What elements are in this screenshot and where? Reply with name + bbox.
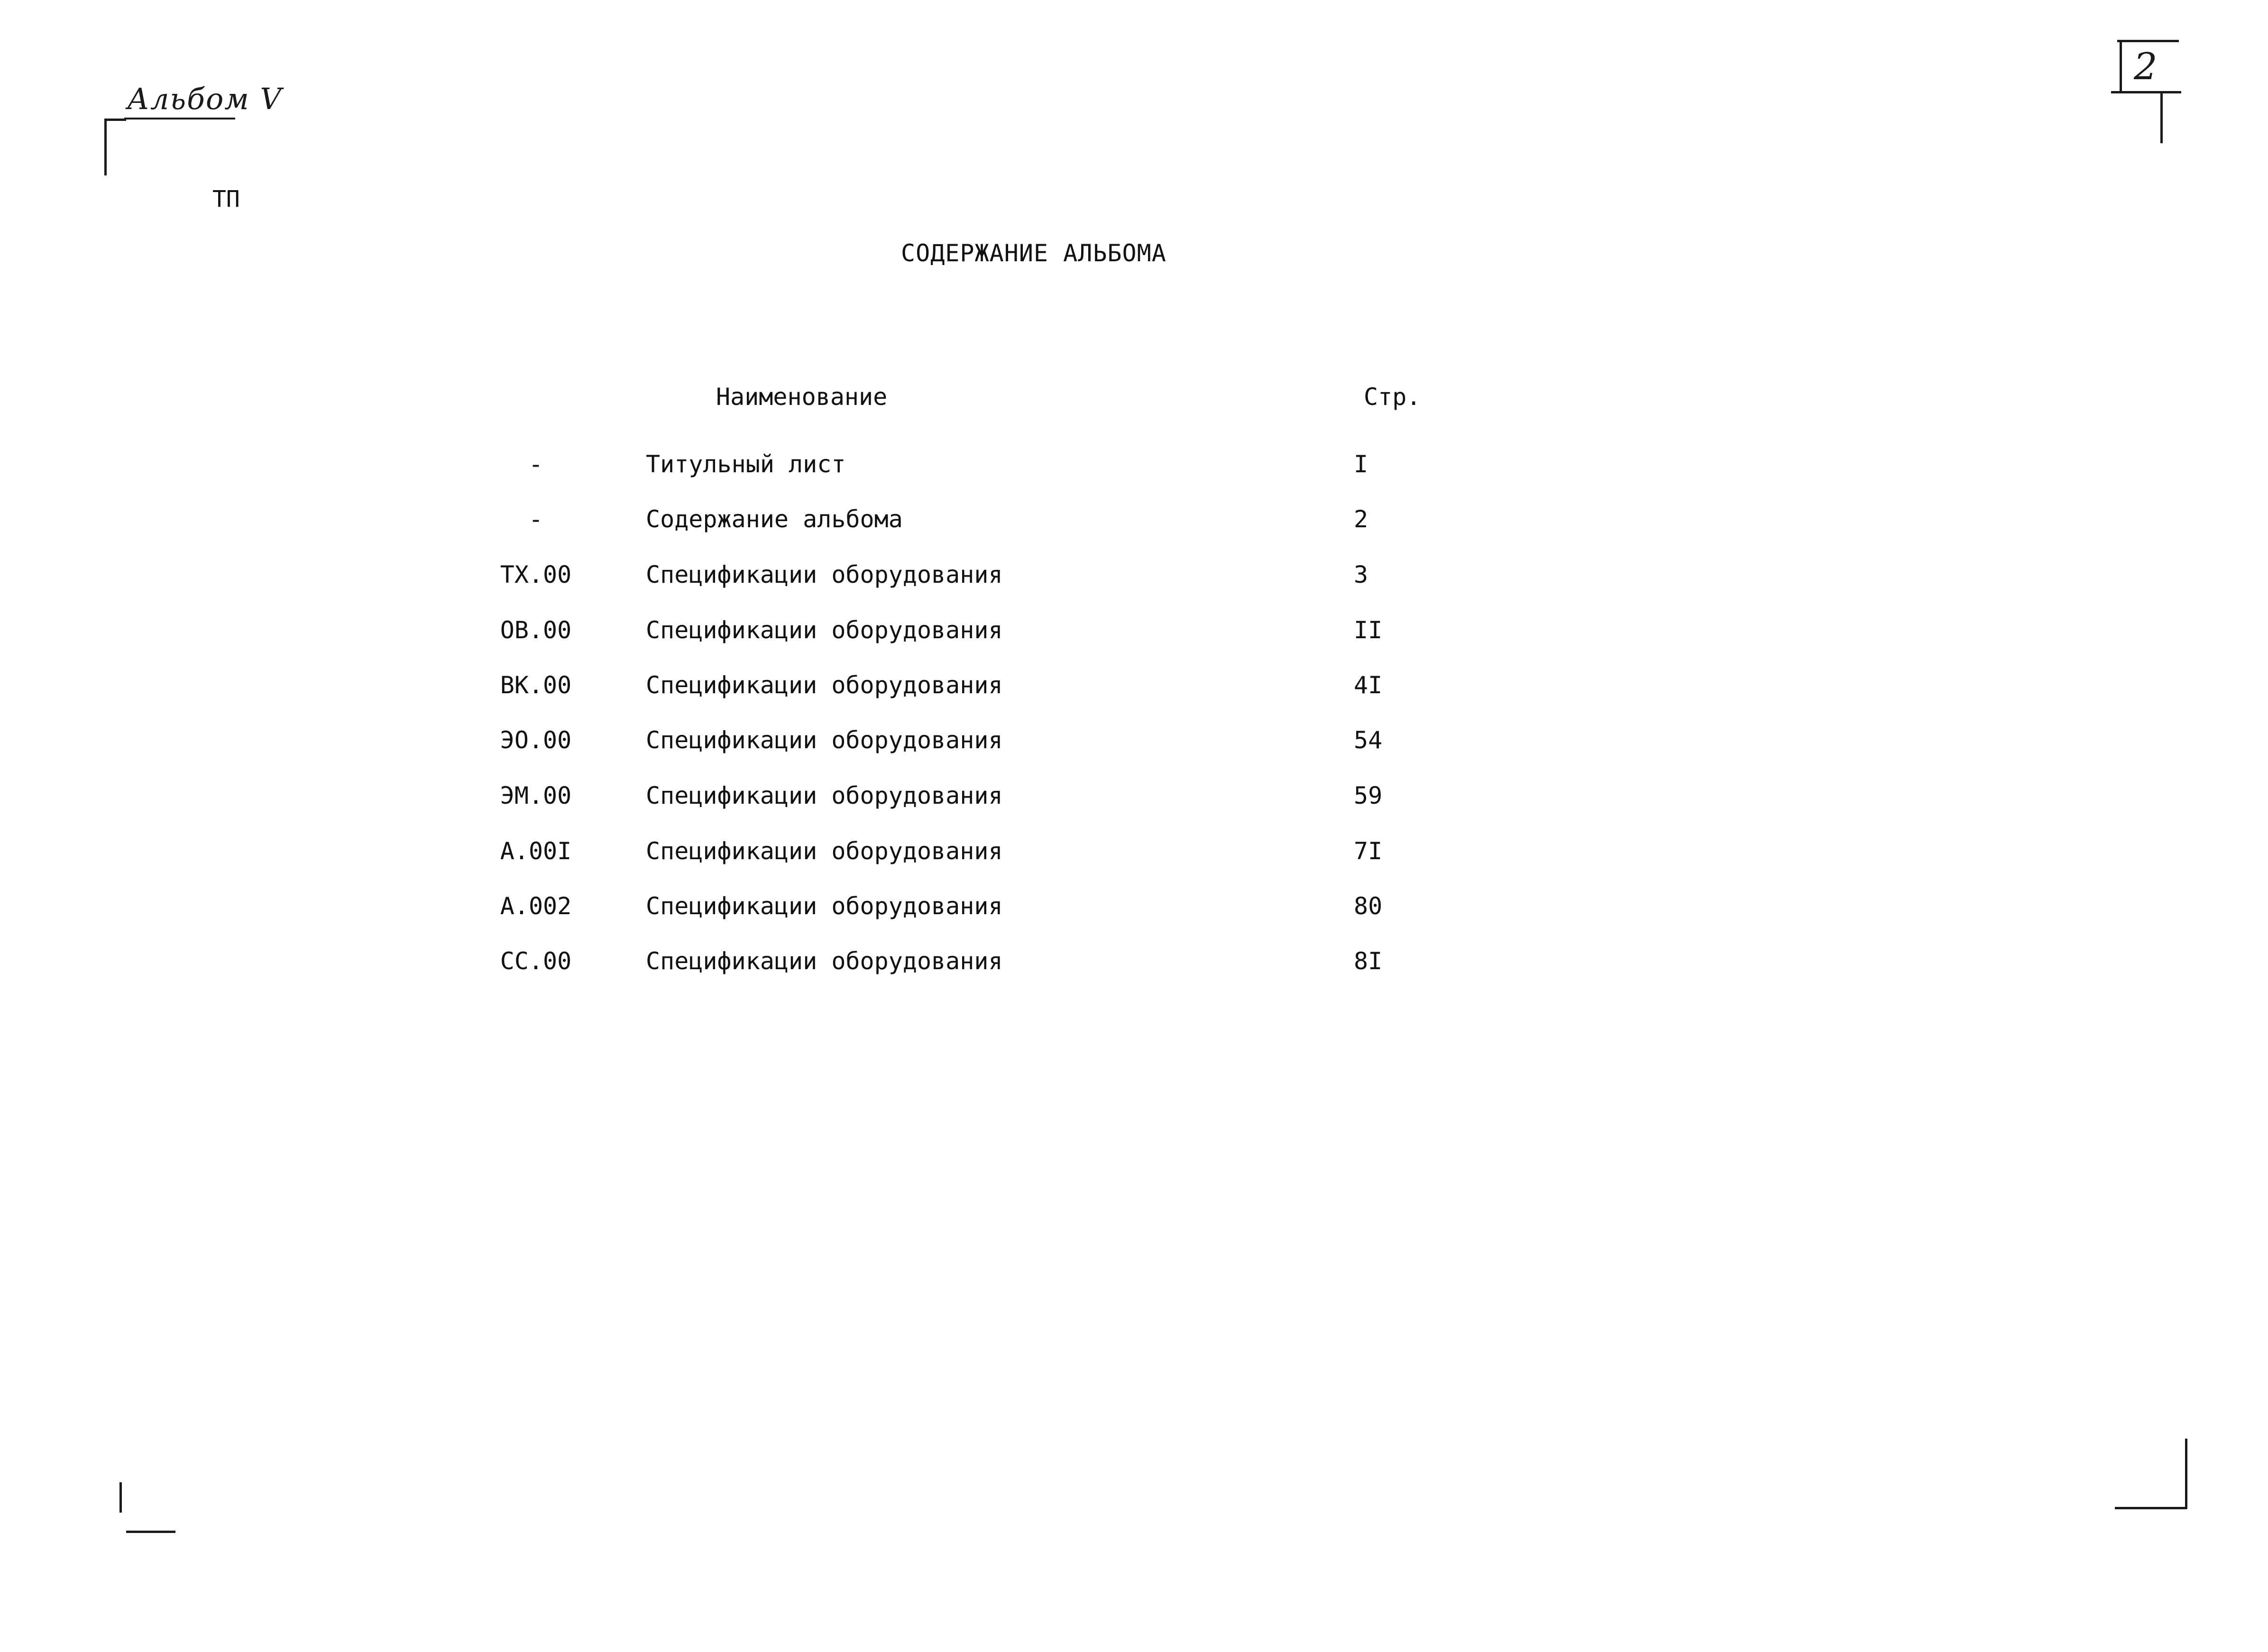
column-header-name: Наименование xyxy=(716,383,888,411)
row-name: Спецификации оборудования xyxy=(646,671,1003,699)
page-number: 2 xyxy=(2134,46,2158,88)
row-name: Спецификации оборудования xyxy=(646,892,1003,920)
corner-mark-bottom-right-vertical xyxy=(2185,1439,2187,1509)
row-page: 3 xyxy=(1354,561,1368,588)
row-name: Содержание альбома xyxy=(646,505,903,533)
page-frame-stem xyxy=(2160,91,2163,143)
table-row xyxy=(0,782,2268,820)
row-code: - xyxy=(528,450,543,478)
album-label: Альбом V xyxy=(127,82,283,116)
table-row xyxy=(0,947,2268,985)
corner-mark-bottom-left-vertical xyxy=(119,1482,122,1513)
row-code: А.002 xyxy=(500,892,572,920)
row-code: ОВ.00 xyxy=(500,616,572,644)
album-underline xyxy=(124,118,235,119)
row-code: - xyxy=(528,505,543,533)
corner-mark-top-left-vertical xyxy=(104,119,107,175)
page-title: СОДЕРЖАНИЕ АЛЬБОМА xyxy=(901,239,1166,267)
row-code: СС.00 xyxy=(500,947,572,975)
table-row xyxy=(0,450,2268,488)
document-code: ТП xyxy=(212,186,240,212)
page-frame-bottom-line xyxy=(2111,91,2181,93)
table-row xyxy=(0,726,2268,764)
page-frame-top-line xyxy=(2117,40,2179,42)
row-code: ТХ.00 xyxy=(500,561,572,588)
row-page: 59 xyxy=(1354,782,1383,809)
table-row xyxy=(0,671,2268,709)
row-code: А.00I xyxy=(500,837,572,865)
corner-mark-bottom-right-horizontal xyxy=(2115,1507,2187,1509)
row-code: ВК.00 xyxy=(500,671,572,699)
table-row xyxy=(0,892,2268,930)
row-name: Титульный лист xyxy=(646,450,846,478)
row-name: Спецификации оборудования xyxy=(646,726,1003,754)
row-page: II xyxy=(1354,616,1383,644)
table-row xyxy=(0,561,2268,599)
page-frame-left-line xyxy=(2120,40,2122,92)
row-page: 2 xyxy=(1354,505,1368,533)
row-code: ЭМ.00 xyxy=(500,782,572,809)
table-row xyxy=(0,505,2268,543)
corner-mark-bottom-left-horizontal xyxy=(126,1531,175,1533)
row-code: ЭО.00 xyxy=(500,726,572,754)
row-name: Спецификации оборудования xyxy=(646,837,1003,865)
row-name: Спецификации оборудования xyxy=(646,782,1003,809)
row-page: 8I xyxy=(1354,947,1383,975)
table-row xyxy=(0,837,2268,875)
row-name: Спецификации оборудования xyxy=(646,616,1003,644)
column-header-page: Стр. xyxy=(1364,383,1421,411)
row-page: 4I xyxy=(1354,671,1383,699)
table-row xyxy=(0,616,2268,654)
row-page: 7I xyxy=(1354,837,1383,865)
corner-mark-top-left-horizontal xyxy=(105,119,126,121)
row-name: Спецификации оборудования xyxy=(646,561,1003,588)
row-page: 80 xyxy=(1354,892,1383,920)
row-page: I xyxy=(1354,450,1368,478)
row-page: 54 xyxy=(1354,726,1383,754)
row-name: Спецификации оборудования xyxy=(646,947,1003,975)
